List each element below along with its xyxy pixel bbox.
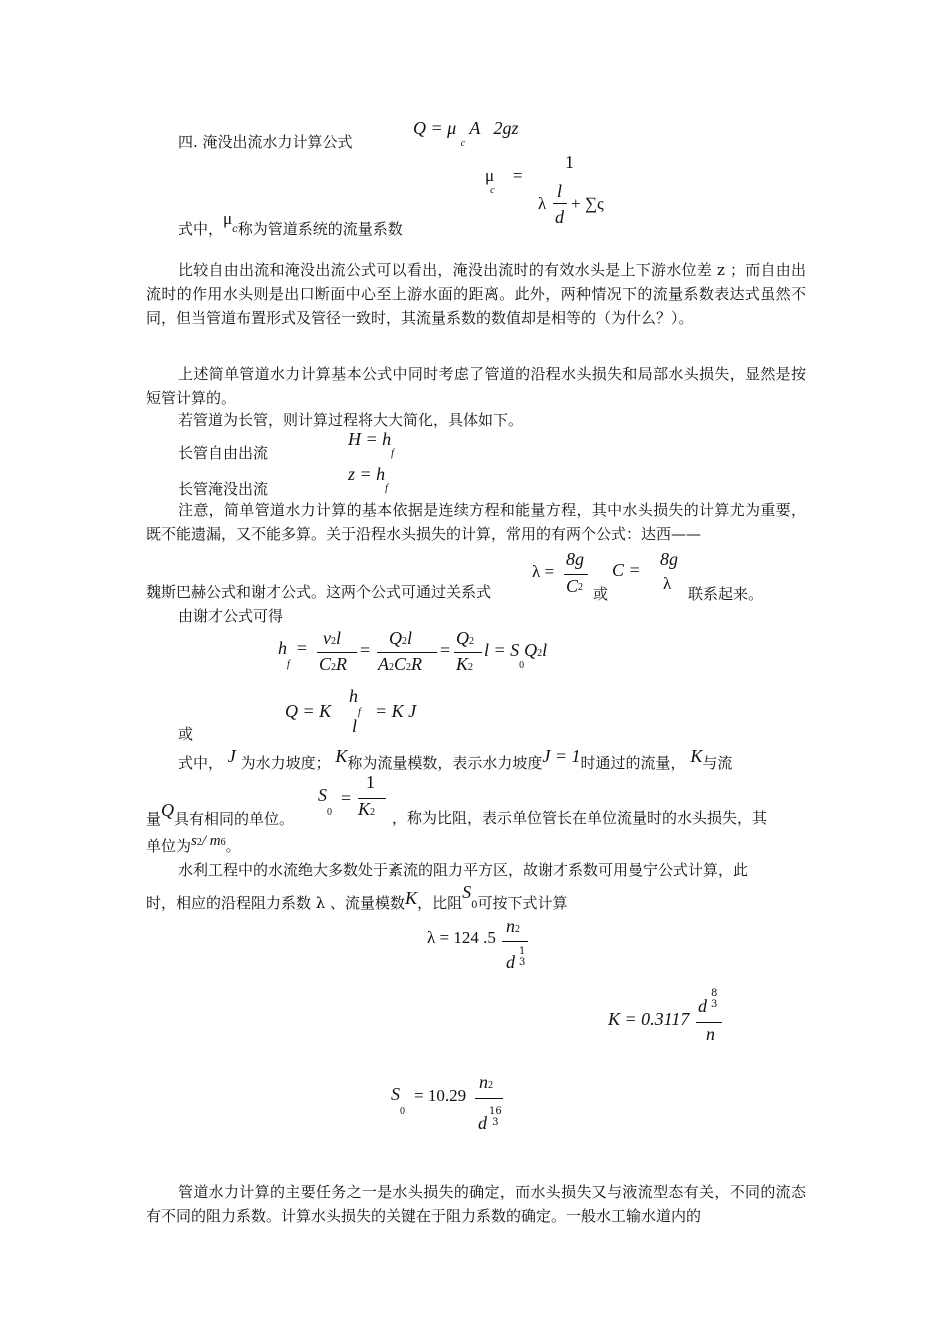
symbol-J-eq-1: J = 1: [542, 746, 581, 766]
frac1-bar: [317, 652, 357, 653]
definition-S0: ，称为比阻，表示单位管长在单位流量时的水头损失，其: [392, 809, 768, 827]
formula-S0-1029-bar: [475, 1098, 503, 1099]
formula-S0-1029-num: n2: [479, 1072, 493, 1092]
unit-s2m6: s2/ m6: [191, 833, 226, 849]
frac2-bar: [377, 652, 437, 653]
coef-note-mu: μ: [223, 209, 233, 228]
formula-muc-lambda: λ: [538, 194, 547, 213]
definition-unit: 单位为s2/ m6。: [146, 833, 241, 855]
frac1-den: C2R: [319, 654, 348, 674]
text-or: 或: [593, 585, 609, 603]
formula-Q-K-hf: $h_f$: [349, 686, 361, 718]
eq-3: =: [440, 640, 451, 660]
formula-hf: $h_f=$: [278, 638, 308, 670]
paragraph-final: 管道水力计算的主要任务之一是水头损失的确定，而水头损失又与液流型态有关，不同的流态有不同的阻力系数。计算水头损失的关键在于阻力系数的确定。一般水工输水道内的: [146, 1183, 806, 1225]
formula-C-8g: 8g: [660, 549, 678, 569]
formula-S0-num: 1: [366, 772, 375, 792]
formula-S0-den: K2: [358, 799, 376, 819]
symbol-S0: S: [462, 882, 472, 902]
frac1-num: v2l: [323, 628, 342, 648]
formula-S0-1029-rhs: = 10.29: [414, 1086, 467, 1105]
formula-S0-1029-exp: 16 3: [489, 1106, 502, 1128]
label-long-submerged: 长管淹没出流: [178, 480, 269, 498]
label-long-free: 长管自由出流: [178, 444, 269, 462]
symbol-K-2: K: [690, 746, 703, 766]
formula-Q-K-l: l: [352, 716, 358, 736]
formula-C-lambda: λ: [663, 574, 672, 593]
formula-K-0311-bar: [696, 1022, 722, 1023]
formula-z-eq-hf: $z = h_f$: [348, 464, 388, 494]
symbol-K-3: K: [405, 888, 418, 908]
formula-K-0311-n: n: [706, 1024, 715, 1044]
definition-line-1: 式中， J 为水力坡度； K称为流量模数，表示水力坡度J = 1时通过的流量， K与流: [178, 746, 733, 772]
formula-muc-sumzeta: + ∑ς: [571, 194, 604, 213]
formula-Q-K-J: = K J: [375, 701, 417, 721]
formula-S0-1029-den: d: [478, 1113, 487, 1133]
formula-q-lhs: Q = μ: [413, 118, 457, 138]
formula-q-2gz: 2gz: [493, 118, 519, 138]
formula-q-A: A: [469, 118, 480, 138]
formula-S0-eq: =: [341, 788, 352, 808]
formula-S0-lhs: $S_0$: [318, 785, 332, 818]
coef-note: 式中，μc称为管道系统的流量系数: [178, 209, 403, 238]
formula-muc-l: l: [557, 181, 563, 201]
frac3-bar: [454, 652, 482, 653]
formula-8g-bar: [564, 574, 588, 575]
eq-2: =: [360, 640, 371, 660]
paragraph-water-1: 水利工程中的水流绝大多数处于紊流的阻力平方区，故谢才系数可用曼宁公式计算，此: [178, 861, 749, 879]
formula-muc-lhs: $\mu_c$ =: [485, 166, 523, 196]
formula-lambda-eq: λ =: [532, 562, 555, 581]
formula-Q-K: Q = K: [285, 701, 332, 721]
symbol-Q: Q: [161, 800, 175, 820]
formula-muc-ld-bar: [553, 203, 567, 204]
text-chezy: 由谢才公式可得: [178, 607, 284, 625]
formula-S0-1029: $S_0$: [391, 1084, 405, 1117]
formula-lambda-124-bar: [502, 941, 528, 942]
definition-line-2: 量Q具有相同的单位。: [146, 800, 295, 828]
frac3-den: K2: [456, 654, 474, 674]
formula-lambda-124: λ = 124 .5: [427, 928, 496, 947]
text-or-2: 或: [178, 725, 194, 743]
formula-muc-d: d: [555, 207, 564, 227]
formula-lambda-124-den: d: [506, 952, 515, 972]
text-link: 联系起来。: [688, 585, 764, 603]
symbol-J: J: [227, 746, 236, 766]
paragraph-water-2: 时，相应的沿程阻力系数 λ 、流量模数K，比阻S0可按下式计算: [146, 882, 568, 912]
formula-q-submerged: [413, 118, 519, 149]
formula-muc-numerator: 1: [565, 152, 574, 172]
paragraph-basic: 上述简单管道水力计算基本公式中同时考虑了管道的沿程水头损失和局部水头损失，显然是按短管计算的。: [146, 365, 806, 407]
paragraph-compare: 比较自由出流和淹没出流公式可以看出，淹没出流时的有效水头是上下游水位差 z ；而自由出流时的作用水头则是出口断面中心至上游水面的距离。此外，两种情况下的流量系数表达式虽然不同，但当管道布置形式及管径一致时，其流量系数的数值却是相等的（为什么？）。: [146, 261, 806, 327]
formula-K-0311-exp: 8 3: [711, 988, 718, 1010]
paragraph-note: 注意，简单管道水力计算的基本依据是连续方程和能量方程，其中水头损失的计算尤为重要，既不能遗漏，又不能多算。关于沿程水头损失的计算，常用的有两个公式：达西——: [146, 501, 806, 543]
formula-lambda-124-exp: 1 3: [519, 946, 526, 968]
frac2-den: A2C2R: [378, 654, 423, 674]
formula-C-eq: C =: [612, 560, 641, 580]
formula-K-0311: K = 0.3117: [608, 1009, 690, 1029]
formula-q-sub-c: c: [460, 138, 466, 149]
formula-H-eq-hf: $H = h_f$: [348, 429, 394, 459]
formula-C2-den: C2: [566, 576, 584, 596]
formula-lambda-124-num: n2: [506, 916, 520, 936]
symbol-K: K: [335, 746, 348, 766]
text-weisbach: 魏斯巴赫公式和谢才公式。这两个公式可通过关系式: [146, 583, 492, 601]
frac3-num: Q2: [456, 628, 474, 648]
formula-8g-num: 8g: [566, 549, 584, 569]
frac2-num: Q2l: [389, 628, 413, 648]
formula-K-0311-d: d: [698, 996, 707, 1016]
paragraph-long: 若管道为长管，则计算过程将大大简化，具体如下。: [178, 411, 524, 429]
formula-tail: $l = S_0Q2l$: [484, 640, 548, 671]
section-title-submerged: 四. 淹没出流水力计算公式: [178, 133, 353, 151]
